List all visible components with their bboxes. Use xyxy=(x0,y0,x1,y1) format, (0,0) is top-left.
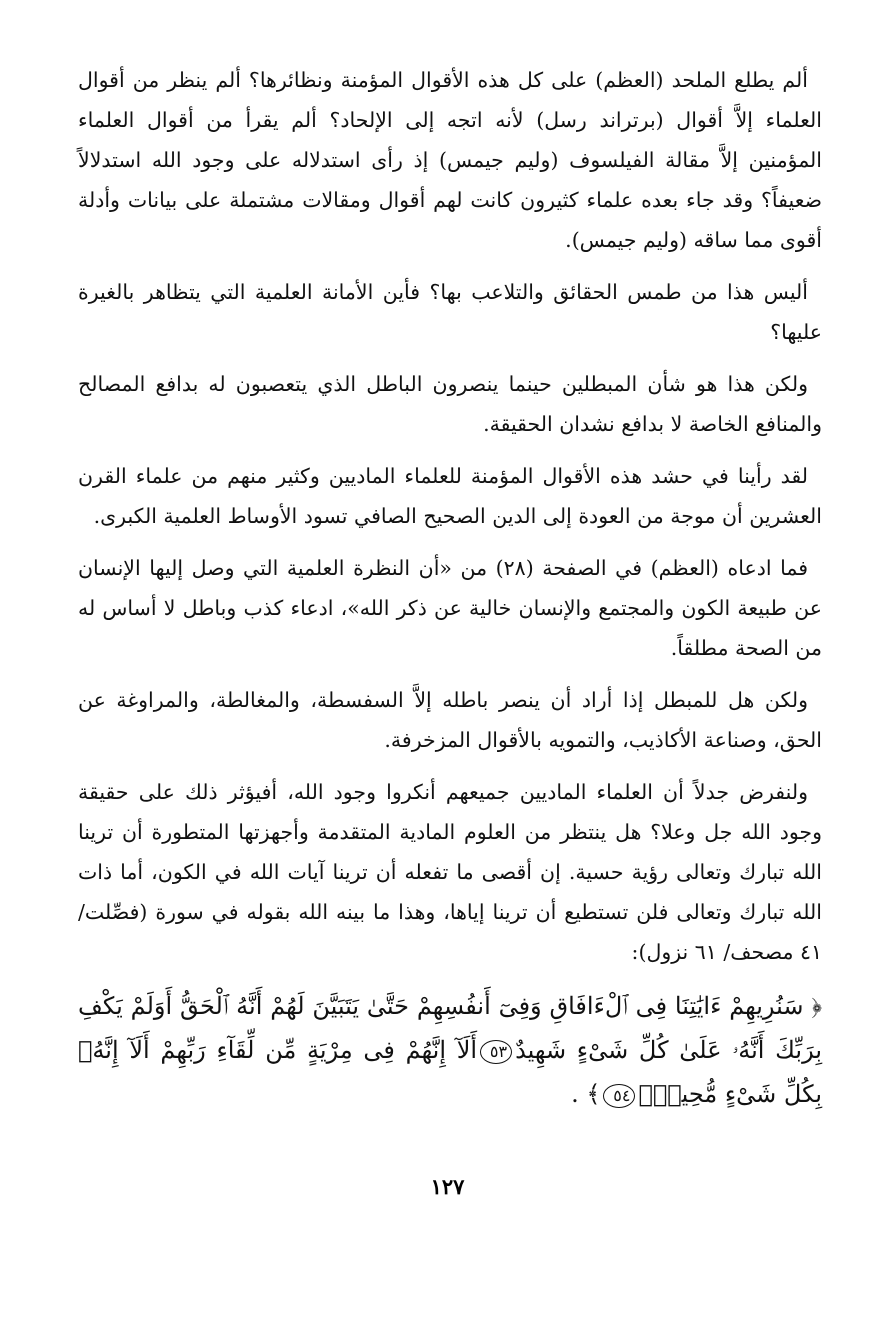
quran-verse-53: سَنُرِيهِمْ ءَايَٰتِنَا فِى ٱلْءَافَاقِ وَفِىٓ أَنفُسِهِمْ حَتَّىٰ يَتَبَيَّنَ لَهُمْ أَنَّهُ ٱلْحَقُّ أَوَلَمْ يَكْفِ بِرَبِّكَ أَنَّهُۥ عَلَىٰ كُلِّ شَىْءٍ شَهِيدٌ xyxy=(78,992,823,1064)
paragraph-4: لقد رأينا في حشد هذه الأقوال المؤمنة للعلماء الماديين وكثير منهم من علماء القرن العشرين أن موجة من العودة إلى الدين الصحيح الصافي تسود الأوساط العلمية الكبرى. xyxy=(78,464,822,528)
ayah-number-54: ٥٤ xyxy=(603,1084,635,1108)
paragraph-6: ولكن هل للمبطل إذا أراد أن ينصر باطله إلاَّ السفسطة، والمغالطة، والمراوغة عن الحق، وصناعة الأكاذيب، والتمويه بالأقوال المزخرفة. xyxy=(78,688,822,752)
quran-close-bracket: ﴾ xyxy=(586,1080,601,1108)
quran-verse-block xyxy=(78,984,822,1116)
quran-verse-54: أَلَآ إِنَّهُمْ فِى مِرْيَةٍ مِّن لِّقَآءِ رَبِّهِمْ أَلَآ إِنَّهُۥ بِكُلِّ شَىْءٍ مُّحِيطٌۢ xyxy=(78,1036,822,1108)
paragraph-1: ألم يطلع الملحد (العظم) على كل هذه الأقوال المؤمنة ونظائرها؟ ألم ينظر من أقوال العلماء إلاَّ أقوال (برتراند رسل) لأنه اتجه إلى الإلحاد؟ ألم يقرأ من أقوال العلماء المؤمنين إلاَّ مقالة الفيلسوف (وليم جيمس) إذ رأى استدلاله على وجود الله استدلالاً ضعيفاً؟ وقد جاء بعده علماء كثيرون كانت لهم أقوال ومقالات مشتملة على بيانات وأدلة أقوى مما ساقه (وليم جيمس). xyxy=(78,68,822,252)
quran-end-period: . xyxy=(571,1080,579,1108)
paragraph-2: أليس هذا من طمس الحقائق والتلاعب بها؟ فأين الأمانة العلمية التي يتظاهر بالغيرة عليها؟ xyxy=(78,280,822,344)
book-page xyxy=(78,60,822,1290)
ayah-number-53: ٥٣ xyxy=(480,1040,512,1064)
paragraph-5: فما ادعاه (العظم) في الصفحة (٢٨) من «أن النظرة العلمية التي وصل إليها الإنسان عن طبيعة الكون والمجتمع والإنسان خالية عن ذكر الله»، ادعاء كذب وباطل لا أساس له من الصحة مطلقاً. xyxy=(78,556,822,660)
paragraph-7: ولنفرض جدلاً أن العلماء الماديين جميعهم أنكروا وجود الله، أفيؤثر ذلك على حقيقة وجود الله جل وعلا؟ هل ينتظر من العلوم المادية المتقدمة وأجهزتها المتطورة أن ترينا الله تبارك وتعالى رؤية حسية. إن أقصى ما تفعله أن ترينا آيات الله في الكون، أما ذات الله تبارك وتعالى فلن تستطيع أن ترينا إياها، وهذا ما بينه الله بقوله في سورة (فصِّلت/ ٤١ مصحف/ ٦١ نزول): xyxy=(78,780,822,964)
page-number: ١٢٧ xyxy=(430,1175,465,1199)
quran-open-bracket: ﴿ xyxy=(811,992,822,1020)
paragraph-3: ولكن هذا هو شأن المبطلين حينما ينصرون الباطل الذي يتعصبون له بدافع المصالح والمنافع الخاصة لا بدافع نشدان الحقيقة. xyxy=(78,372,822,436)
